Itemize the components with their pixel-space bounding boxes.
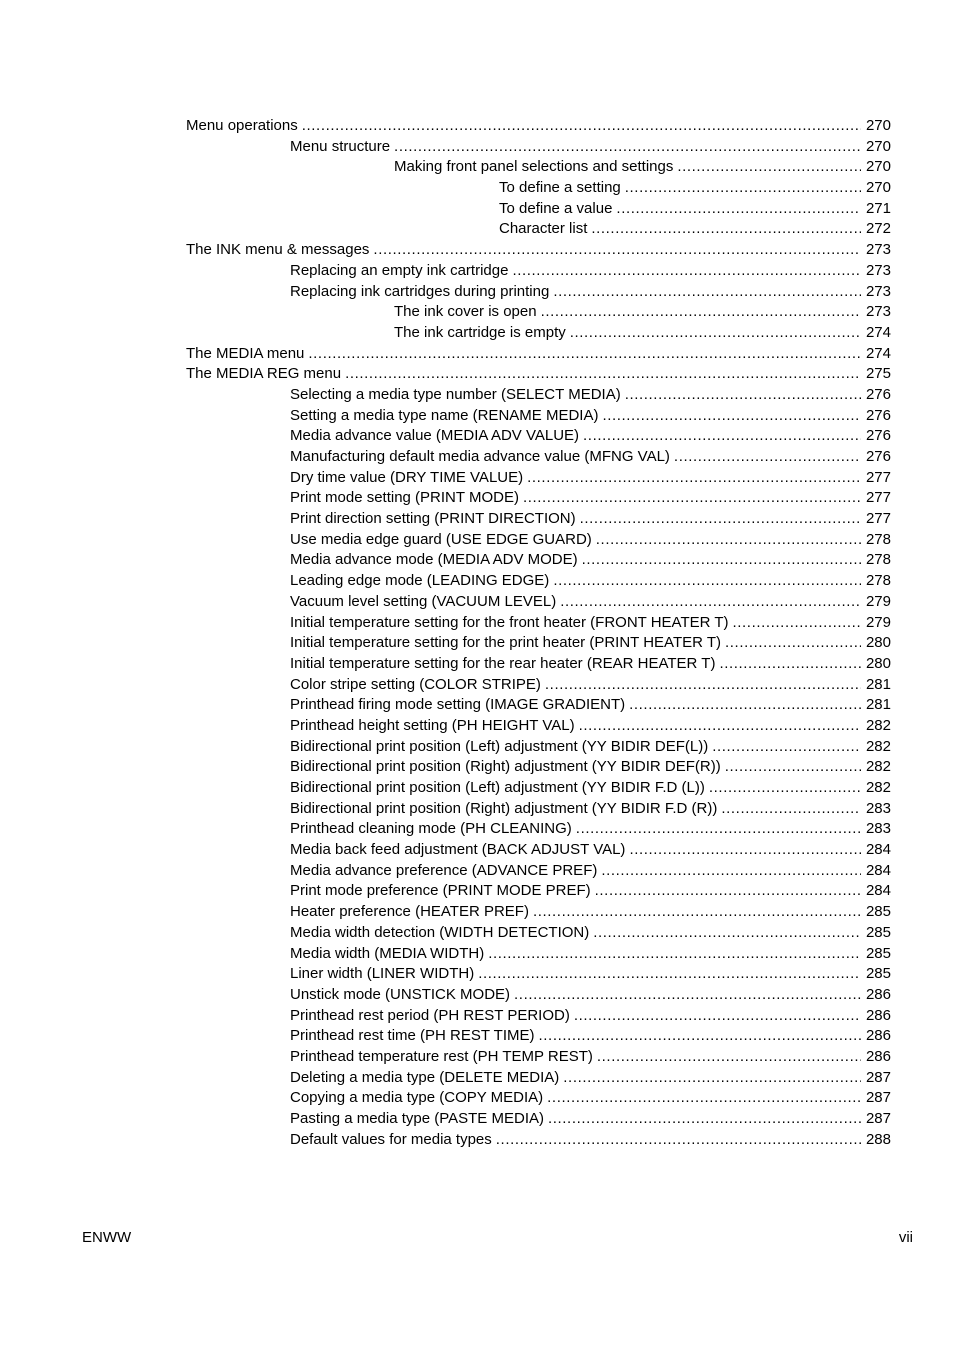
toc-entry[interactable] (0, 861, 891, 882)
toc-entry-title: The INK menu & messages (186, 241, 370, 259)
toc-entry[interactable] (0, 1068, 891, 1089)
toc-entry-title: Making front panel selections and settings (394, 158, 674, 176)
toc-entry-title: Bidirectional print position (Right) adjustment (YY BIDIR F.D (R)) (290, 799, 718, 817)
toc-entry-title: Media width detection (WIDTH DETECTION) (290, 923, 590, 941)
toc-entry[interactable] (0, 302, 891, 323)
toc-entry[interactable] (0, 675, 891, 696)
toc-dot-leader (595, 881, 861, 902)
toc-entry-page-number: 270 (865, 158, 891, 176)
toc-entry[interactable] (0, 613, 891, 634)
toc-dot-leader (725, 633, 861, 654)
toc-entry[interactable] (0, 819, 891, 840)
toc-entry-title: Heater preference (HEATER PREF) (290, 903, 529, 921)
toc-dot-leader (523, 488, 861, 509)
toc-entry-title: Manufacturing default media advance value (MFNG VAL) (290, 448, 670, 465)
toc-entry[interactable] (0, 344, 891, 365)
toc-entry[interactable] (0, 447, 891, 468)
toc-dot-leader (527, 468, 861, 489)
toc-dot-leader (514, 985, 861, 1006)
toc-entry[interactable] (0, 592, 891, 613)
toc-entry-page-number: 277 (865, 489, 891, 507)
toc-dot-leader (601, 861, 861, 882)
toc-entry[interactable] (0, 985, 891, 1006)
toc-entry-title: Printhead firing mode setting (IMAGE GRADIENT) (290, 696, 626, 714)
toc-entry-title: Menu operations (186, 117, 298, 134)
toc-entry[interactable] (0, 1026, 891, 1047)
toc-dot-leader (719, 654, 861, 675)
toc-entry-page-number: 274 (865, 323, 891, 341)
toc-entry-title: Print mode preference (PRINT MODE PREF) (290, 882, 591, 900)
toc-dot-leader (674, 447, 861, 468)
toc-entry-title: Print mode setting (PRINT MODE) (290, 489, 519, 507)
toc-entry-page-number: 287 (865, 1110, 891, 1127)
toc-entry-page-number: 284 (865, 882, 891, 900)
toc-dot-leader (580, 509, 861, 530)
toc-entry-page-number: 270 (865, 179, 891, 197)
toc-entry-page-number: 286 (865, 1047, 891, 1065)
toc-entry-page-number: 285 (865, 944, 891, 962)
toc-entry-title: To define a value (499, 199, 613, 217)
toc-entry[interactable] (0, 509, 891, 530)
toc-dot-leader (712, 737, 861, 758)
toc-dot-leader (709, 778, 861, 799)
toc-dot-leader (583, 426, 861, 447)
toc-entry-title: The MEDIA menu (186, 344, 305, 362)
toc-dot-leader (548, 1109, 861, 1130)
toc-entry-title: The ink cartridge is empty (394, 323, 566, 341)
toc-entry-page-number: 278 (865, 551, 891, 569)
toc-entry[interactable] (0, 902, 891, 923)
toc-dot-leader (533, 902, 861, 923)
toc-entry-title: Unstick mode (UNSTICK MODE) (290, 985, 511, 1003)
toc-entry-title: Media advance mode (MEDIA ADV MODE) (290, 551, 578, 569)
toc-entry-title: Liner width (LINER WIDTH) (290, 965, 475, 983)
toc-entry-page-number: 272 (865, 220, 891, 238)
toc-dot-leader (629, 695, 861, 716)
toc-entry[interactable] (0, 530, 891, 551)
toc-entry-title: Printhead height setting (PH HEIGHT VAL) (290, 716, 575, 734)
toc-entry[interactable] (0, 550, 891, 571)
toc-entry[interactable] (0, 1088, 891, 1109)
toc-entry[interactable] (0, 240, 891, 261)
toc-entry-title: Replacing an empty ink cartridge (290, 261, 509, 279)
toc-entry-title: Media advance value (MEDIA ADV VALUE) (290, 427, 580, 445)
toc-entry-title: Vacuum level setting (VACUUM LEVEL) (290, 592, 557, 610)
toc-entry-title: Printhead temperature rest (PH TEMP REST) (290, 1047, 593, 1065)
toc-entry-page-number: 281 (865, 675, 891, 693)
toc-entry-page-number: 284 (865, 861, 891, 879)
toc-entry[interactable] (0, 716, 891, 737)
toc-entry[interactable] (0, 199, 891, 220)
toc-entry-page-number: 278 (865, 572, 891, 590)
toc-dot-leader (308, 344, 861, 365)
toc-dot-leader (545, 675, 861, 696)
toc-entry-page-number: 279 (865, 613, 891, 631)
toc-entry-title: Print direction setting (PRINT DIRECTION) (290, 510, 576, 528)
toc-entry-title: Leading edge mode (LEADING EDGE) (290, 572, 550, 590)
toc-dot-leader (625, 178, 861, 199)
toc-entry-page-number: 286 (865, 1006, 891, 1024)
toc-entry[interactable] (0, 695, 891, 716)
toc-entry-page-number: 276 (865, 406, 891, 424)
toc-entry-page-number: 288 (865, 1130, 891, 1148)
toc-entry-page-number: 277 (865, 510, 891, 528)
toc-dot-leader (596, 530, 861, 551)
toc-entry-page-number: 271 (865, 199, 891, 217)
toc-entry-title: Color stripe setting (COLOR STRIPE) (290, 675, 541, 693)
toc-entry[interactable] (0, 116, 891, 137)
toc-entry-title: Bidirectional print position (Right) adjustment (YY BIDIR DEF(R)) (290, 758, 721, 776)
toc-entry[interactable] (0, 323, 891, 344)
toc-entry[interactable] (0, 654, 891, 675)
toc-dot-leader (574, 1006, 861, 1027)
toc-entry-page-number: 281 (865, 696, 891, 714)
toc-entry-title: Media width (MEDIA WIDTH) (290, 944, 485, 962)
toc-dot-leader (579, 716, 861, 737)
toc-dot-leader (721, 799, 861, 820)
toc-entry-title: Menu structure (290, 137, 391, 155)
toc-dot-leader (582, 550, 861, 571)
toc-entry-page-number: 280 (865, 654, 891, 672)
toc-entry-page-number: 273 (865, 261, 891, 279)
toc-entry-title: The ink cover is open (394, 303, 537, 321)
toc-entry-page-number: 276 (865, 448, 891, 465)
toc-dot-leader (570, 323, 861, 344)
toc-entry[interactable] (0, 633, 891, 654)
toc-entry[interactable] (0, 923, 891, 944)
toc-entry-title: Printhead rest time (PH REST TIME) (290, 1027, 535, 1045)
toc-entry-title: Initial temperature setting for the print heater (PRINT HEATER T) (290, 634, 722, 652)
toc-entry[interactable] (0, 282, 891, 303)
toc-entry-title: The MEDIA REG menu (186, 365, 342, 383)
toc-entry[interactable] (0, 468, 891, 489)
toc-entry[interactable] (0, 426, 891, 447)
toc-dot-leader (616, 199, 861, 220)
table-of-contents (0, 116, 954, 1150)
toc-entry-title: Selecting a media type number (SELECT MEDIA) (290, 385, 621, 403)
toc-entry[interactable] (0, 178, 891, 199)
toc-entry-page-number: 273 (865, 303, 891, 321)
toc-entry[interactable] (0, 219, 891, 240)
toc-dot-leader (560, 592, 861, 613)
toc-entry-page-number: 287 (865, 1089, 891, 1107)
toc-dot-leader (345, 364, 861, 385)
toc-entry-title: Deleting a media type (DELETE MEDIA) (290, 1068, 560, 1086)
footer-page-number: vii (898, 1229, 913, 1246)
toc-entry-title: Media advance preference (ADVANCE PREF) (290, 861, 598, 879)
toc-entry[interactable] (0, 571, 891, 592)
toc-entry-page-number: 286 (865, 985, 891, 1003)
toc-entry-page-number: 283 (865, 799, 891, 817)
toc-entry-title: Copying a media type (COPY MEDIA) (290, 1089, 544, 1107)
toc-entry-title: Default values for media types (290, 1130, 492, 1148)
toc-dot-leader (302, 116, 861, 137)
toc-entry[interactable] (0, 137, 891, 158)
toc-dot-leader (597, 1047, 861, 1068)
toc-entry-title: Printhead cleaning mode (PH CLEANING) (290, 820, 572, 838)
toc-dot-leader (725, 757, 861, 778)
toc-dot-leader (625, 385, 861, 406)
toc-entry-page-number: 283 (865, 820, 891, 838)
toc-entry[interactable] (0, 778, 891, 799)
toc-dot-leader (593, 923, 861, 944)
toc-entry-page-number: 282 (865, 779, 891, 796)
toc-entry-page-number: 286 (865, 1027, 891, 1045)
toc-dot-leader (677, 157, 861, 178)
toc-entry-title: Bidirectional print position (Left) adjustment (YY BIDIR DEF(L)) (290, 737, 709, 755)
toc-entry-page-number: 285 (865, 965, 891, 983)
toc-entry[interactable] (0, 385, 891, 406)
toc-entry-page-number: 270 (865, 137, 891, 155)
toc-entry-page-number: 284 (865, 841, 891, 859)
toc-entry-page-number: 275 (865, 365, 891, 383)
toc-entry-title: Replacing ink cartridges during printing (290, 282, 550, 300)
toc-dot-leader (488, 944, 861, 965)
toc-entry[interactable] (0, 488, 891, 509)
toc-entry[interactable] (0, 840, 891, 861)
toc-dot-leader (394, 137, 861, 158)
toc-entry-page-number: 273 (865, 282, 891, 300)
toc-entry-page-number: 273 (865, 241, 891, 259)
toc-entry[interactable] (0, 881, 891, 902)
toc-entry-page-number: 270 (865, 117, 891, 134)
toc-dot-leader (733, 613, 862, 634)
toc-entry[interactable] (0, 757, 891, 778)
toc-entry-page-number: 282 (865, 758, 891, 776)
toc-dot-leader (602, 406, 861, 427)
toc-entry-title: Initial temperature setting for the rear heater (REAR HEATER T) (290, 654, 716, 672)
toc-entry-page-number: 287 (865, 1068, 891, 1086)
toc-entry[interactable] (0, 964, 891, 985)
toc-dot-leader (547, 1088, 861, 1109)
toc-entry[interactable] (0, 1109, 891, 1130)
toc-entry[interactable] (0, 406, 891, 427)
toc-dot-leader (591, 219, 861, 240)
toc-dot-leader (553, 571, 861, 592)
toc-entry-title: Setting a media type name (RENAME MEDIA) (290, 406, 599, 424)
toc-dot-leader (496, 1130, 861, 1151)
toc-dot-leader (539, 1026, 861, 1047)
toc-entry-title: To define a setting (499, 179, 621, 197)
toc-entry[interactable] (0, 799, 891, 820)
toc-entry-page-number: 280 (865, 634, 891, 652)
footer-publisher-code: ENWW (82, 1229, 132, 1246)
toc-entry-title: Printhead rest period (PH REST PERIOD) (290, 1006, 570, 1024)
toc-entry-page-number: 282 (865, 716, 891, 734)
toc-entry[interactable] (0, 1006, 891, 1027)
toc-entry-page-number: 274 (865, 344, 891, 362)
toc-entry[interactable] (0, 157, 891, 178)
toc-dot-leader (576, 819, 861, 840)
toc-entry-page-number: 279 (865, 592, 891, 610)
toc-entry-page-number: 285 (865, 923, 891, 941)
toc-entry-page-number: 278 (865, 530, 891, 548)
toc-entry-page-number: 285 (865, 903, 891, 921)
toc-entry-title: Character list (499, 220, 588, 238)
toc-dot-leader (373, 240, 861, 261)
toc-entry[interactable] (0, 364, 891, 385)
toc-entry[interactable] (0, 1130, 891, 1151)
toc-entry-title: Bidirectional print position (Left) adjustment (YY BIDIR F.D (L)) (290, 779, 705, 796)
toc-entry-title: Dry time value (DRY TIME VALUE) (290, 468, 524, 486)
toc-entry[interactable] (0, 1047, 891, 1068)
toc-entry-title: Use media edge guard (USE EDGE GUARD) (290, 530, 592, 548)
toc-entry-page-number: 282 (865, 737, 891, 755)
toc-entry-title: Initial temperature setting for the front heater (FRONT HEATER T) (290, 613, 729, 631)
toc-entry-page-number: 276 (865, 385, 891, 403)
toc-entry-page-number: 276 (865, 427, 891, 445)
toc-entry[interactable] (0, 737, 891, 758)
toc-entry-title: Media back feed adjustment (BACK ADJUST VAL) (290, 841, 626, 859)
toc-dot-leader (512, 261, 861, 282)
toc-entry-page-number: 277 (865, 468, 891, 486)
toc-dot-leader (478, 964, 861, 985)
toc-dot-leader (629, 840, 861, 861)
toc-dot-leader (563, 1068, 861, 1089)
toc-dot-leader (541, 302, 861, 323)
toc-entry-title: Pasting a media type (PASTE MEDIA) (290, 1110, 544, 1127)
toc-entry[interactable] (0, 944, 891, 965)
toc-entry[interactable] (0, 261, 891, 282)
toc-dot-leader (553, 282, 861, 303)
